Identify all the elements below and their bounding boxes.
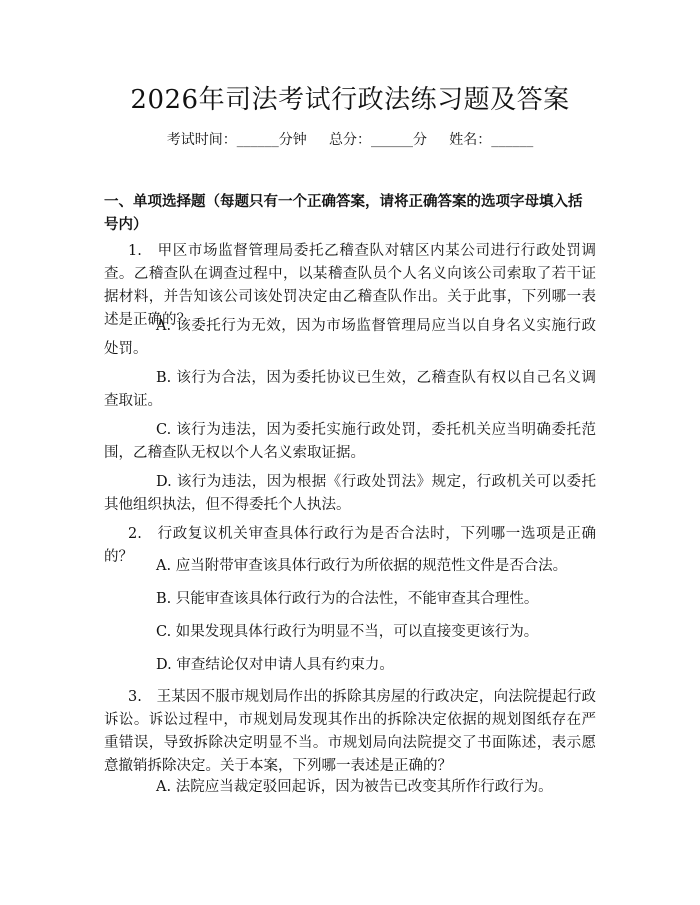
question-2-option-a: A. 应当附带审查该具体行政行为所依据的规范性文件是否合法。 [156,558,568,574]
question-1-stem: 1. 甲区市场监督管理局委托乙稽查队对辖区内某公司进行行政处罚调查。乙稽查队在调查过程中，以某稽查队员个人名义向该公司索取了若干证据材料，并告知该公司该处罚决定由乙稽查队作出。关于此事，下列哪一表述是正确的？ [104,243,596,328]
question-1-option-c: C. 该行为违法，因为委托实施行政处罚，委托机关应当明确委托范围，乙稽查队无权以个人名义索取证据。 [104,422,596,461]
question-1-option-d: D. 该行为违法，因为根据《行政处罚法》规定，行政机关可以委托其他组织执法，但不得委托个人执法。 [104,474,596,513]
question-3-stem: 3. 王某因不服市规划局作出的拆除其房屋的行政决定，向法院提起行政诉讼。诉讼过程中，市规划局发现其作出的拆除决定依据的规划图纸存在严重错误，导致拆除决定明显不当。市规划局向法院提交了书面陈述，表示愿意撤销拆除决定。关于本案，下列哪一表述是正确的？ [104,689,596,774]
question-3-option-a: A. 法院应当裁定驳回起诉，因为被告已改变其所作行政行为。 [156,779,553,795]
question-1-option-a: A. 该委托行为无效，因为市场监督管理局应当以自身名义实施行政处罚。 [104,318,596,357]
question-2-option-c: C. 如果发现具体行政行为明显不当，可以直接变更该行为。 [156,624,539,640]
question-1-option-b: B. 该行为合法，因为委托协议已生效，乙稽查队有权以自己名义调查取证。 [104,370,596,409]
exam-info-line: 考试时间：______分钟 总分：______分 姓名：______ [166,132,534,148]
question-2-option-d: D. 审查结论仅对申请人具有约束力。 [156,657,394,673]
question-2-option-b: B. 只能审查该具体行政行为的合法性，不能审查其合理性。 [156,591,539,607]
question-2-stem: 2. 行政复议机关审查具体行政行为是否合法时，下列哪一选项是正确的？ [104,526,596,565]
page-title: 2026年司法考试行政法练习题及答案 [130,85,570,115]
section-heading: 一、单项选择题（每题只有一个正确答案，请将正确答案的选项字母填入括号内） [104,193,583,233]
